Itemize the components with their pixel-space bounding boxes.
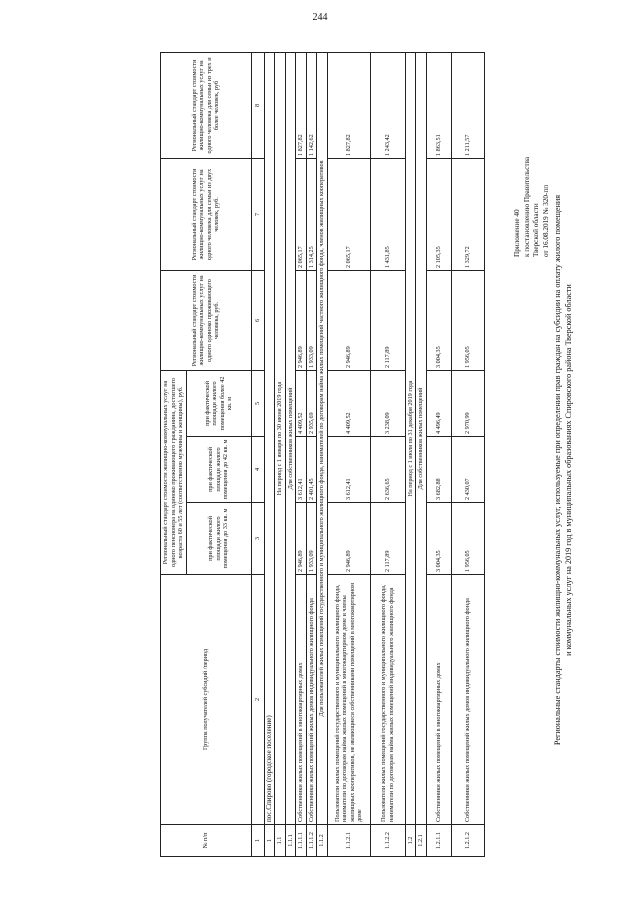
value-cell: 1 314,25 bbox=[306, 158, 317, 270]
header-num: № п/п bbox=[161, 825, 252, 857]
value-cell: 4 496,49 bbox=[426, 370, 451, 436]
value-cell: 1 956,05 bbox=[451, 270, 484, 370]
value-cell: 2 117,89 bbox=[370, 270, 405, 370]
header-area-over-42: при фактической площади жилого помещения более 42 кв. м bbox=[186, 370, 251, 436]
table-row bbox=[296, 52, 307, 856]
row-num: 1.1 bbox=[275, 825, 286, 857]
value-cell: 1 211,57 bbox=[451, 52, 484, 158]
approval-line: Тверской области bbox=[532, 203, 540, 257]
column-number: 3 bbox=[251, 503, 264, 575]
value-cell: 1 933,09 bbox=[306, 270, 317, 370]
row-num: 1.1.2.1 bbox=[327, 825, 370, 857]
value-cell: 1 956,05 bbox=[451, 503, 484, 575]
value-cell: 1 827,82 bbox=[327, 52, 370, 158]
row-num: 1.2.1.2 bbox=[451, 825, 484, 857]
approval-line: от 16.08.2019 № 320-пп bbox=[541, 184, 550, 257]
value-cell: 1 933,09 bbox=[306, 503, 317, 575]
standards-table bbox=[160, 52, 485, 857]
column-number: 2 bbox=[251, 575, 264, 825]
table-row bbox=[264, 52, 275, 856]
value-cell: 4 409,52 bbox=[327, 370, 370, 436]
table-row bbox=[306, 52, 317, 856]
column-number: 5 bbox=[251, 370, 264, 436]
table-row bbox=[451, 52, 484, 856]
header-single: Региональный стандарт стоимости жилищно-коммунальных услуг на одного одиноко проживающего человека, руб. bbox=[161, 270, 252, 370]
value-cell: 3 004,35 bbox=[426, 270, 451, 370]
value-cell: 2 401,45 bbox=[306, 437, 317, 503]
period-label: На период с 1 января по 30 июня 2019 года bbox=[275, 52, 286, 824]
table-row bbox=[285, 52, 296, 856]
title-line: и коммунальных услуг на 2019 год в муниципальных образованиях Спировского района Тверской области bbox=[564, 284, 573, 656]
value-cell: 1 243,42 bbox=[370, 52, 405, 158]
row-num: 1.1.2.2 bbox=[370, 825, 405, 857]
value-cell: 2 065,17 bbox=[296, 158, 307, 270]
page-number: 244 bbox=[312, 12, 328, 23]
row-description: Собственники жилых помещений в многоквартирных домах bbox=[296, 575, 307, 825]
owner-group-label: Для собственников жилых помещений bbox=[416, 52, 427, 824]
value-cell: 2 946,89 bbox=[327, 270, 370, 370]
table-row bbox=[426, 52, 451, 856]
value-cell: 1 827,82 bbox=[296, 52, 307, 158]
value-cell: 1 329,72 bbox=[451, 158, 484, 270]
table-row bbox=[317, 52, 328, 856]
header-family-three: Региональный стандарт стоимости жилищно-коммунальных услуг на одного человека для семьи из трех и более человек, руб bbox=[161, 52, 252, 158]
column-number: 1 bbox=[251, 825, 264, 857]
user-group-label: Для пользователей жилых помещений государственного и муниципального жилищного фонда, нанимателей по договорам найма жилых помещений частного жилищного фонда, членов жилищных кооперативов bbox=[317, 52, 328, 824]
value-cell: 2 636,65 bbox=[370, 437, 405, 503]
period-label: На период с 1 июля по 31 декабря 2019 года bbox=[405, 52, 416, 824]
settlement-label: пос.Спирово (городское поселение) bbox=[264, 52, 275, 824]
approval-line: к постановлению Правительства bbox=[522, 156, 531, 257]
header-group: Группа получателей субсидий /период bbox=[161, 575, 252, 825]
row-description: Собственники жилых помещений жилых домов индивидуального жилищного фонда bbox=[306, 575, 317, 825]
value-cell: 2 946,89 bbox=[296, 270, 307, 370]
row-num: 1 bbox=[264, 825, 275, 857]
row-num: 1.2 bbox=[405, 825, 416, 857]
row-num: 1.1.1 bbox=[285, 825, 296, 857]
value-cell: 2 105,35 bbox=[426, 158, 451, 270]
value-cell: 2 117,89 bbox=[370, 503, 405, 575]
value-cell: 3 682,88 bbox=[426, 437, 451, 503]
value-cell: 1 142,62 bbox=[306, 52, 317, 158]
value-cell: 4 409,52 bbox=[296, 370, 307, 436]
value-cell: 2 935,69 bbox=[306, 370, 317, 436]
approval-block bbox=[513, 57, 551, 257]
header-area-33: при фактической площади жилого помещения до 33 кв. м bbox=[186, 503, 251, 575]
row-description: Собственники жилых помещений в многоквартирных домах bbox=[426, 575, 451, 825]
value-cell: 2 065,17 bbox=[327, 158, 370, 270]
value-cell: 2 946,89 bbox=[296, 503, 307, 575]
column-number: 7 bbox=[251, 158, 264, 270]
row-num: 1.1.2 bbox=[317, 825, 328, 857]
value-cell: 3 612,41 bbox=[296, 437, 307, 503]
table-row bbox=[416, 52, 427, 856]
title-line: Региональные стандарты стоимости жилищно-коммунальных услуг, используемые при определении прав граждан на субсидии на оплату жилого помещения bbox=[553, 194, 562, 746]
owner-group-label: Для собственников жилых помещений bbox=[285, 52, 296, 824]
value-cell: 1 431,85 bbox=[370, 158, 405, 270]
column-number: 8 bbox=[251, 52, 264, 158]
row-description: Пользователи жилых помещений государственного и муниципального жилищного фонда, наниматели по договорам найма жилых помещений в многоквартирном доме и члены жилищных кооперативов, не являющиеся собственниками помещений в многоквартирном доме bbox=[327, 575, 370, 825]
value-cell: 2 430,07 bbox=[451, 437, 484, 503]
row-description: Пользователи жилых помещений государственного и муниципального жилищного фонда, наниматели по договорам найма жилых помещений индивидуального жилищного фонда bbox=[370, 575, 405, 825]
header-area-42: при фактической площади жилого помещения до 42 кв. м bbox=[186, 437, 251, 503]
table-row bbox=[327, 52, 370, 856]
column-number: 6 bbox=[251, 270, 264, 370]
column-number: 4 bbox=[251, 437, 264, 503]
value-cell: 3 004,35 bbox=[426, 503, 451, 575]
table-row bbox=[370, 52, 405, 856]
table-row bbox=[405, 52, 416, 856]
table-row bbox=[275, 52, 286, 856]
value-cell: 3 612,41 bbox=[327, 437, 370, 503]
document-title bbox=[552, 75, 574, 865]
row-num: 1.2.1 bbox=[416, 825, 427, 857]
header-pensioner: Региональный стандарт стоимости жилищно-коммунальных услуг на одного пенсионера на одиноко проживающего гражданина, достигшего возраста 60 и 55 лет (соответственно мужчины и женщины), руб. bbox=[161, 370, 187, 574]
row-description: Собственники жилых помещений жилых домов индивидуального жилищного фонда bbox=[451, 575, 484, 825]
row-num: 1.2.1.1 bbox=[426, 825, 451, 857]
value-cell: 1 863,51 bbox=[426, 52, 451, 158]
approval-line: Приложение 40 bbox=[513, 209, 521, 257]
row-num: 1.1.1.2 bbox=[306, 825, 317, 857]
value-cell: 3 238,09 bbox=[370, 370, 405, 436]
header-family-two: Региональный стандарт стоимости жилищно-коммунальных услуг на одного человека для семьи из двух человек, руб. bbox=[161, 158, 252, 270]
value-cell: 2 970,99 bbox=[451, 370, 484, 436]
value-cell: 2 946,89 bbox=[327, 503, 370, 575]
row-num: 1.1.1.1 bbox=[296, 825, 307, 857]
